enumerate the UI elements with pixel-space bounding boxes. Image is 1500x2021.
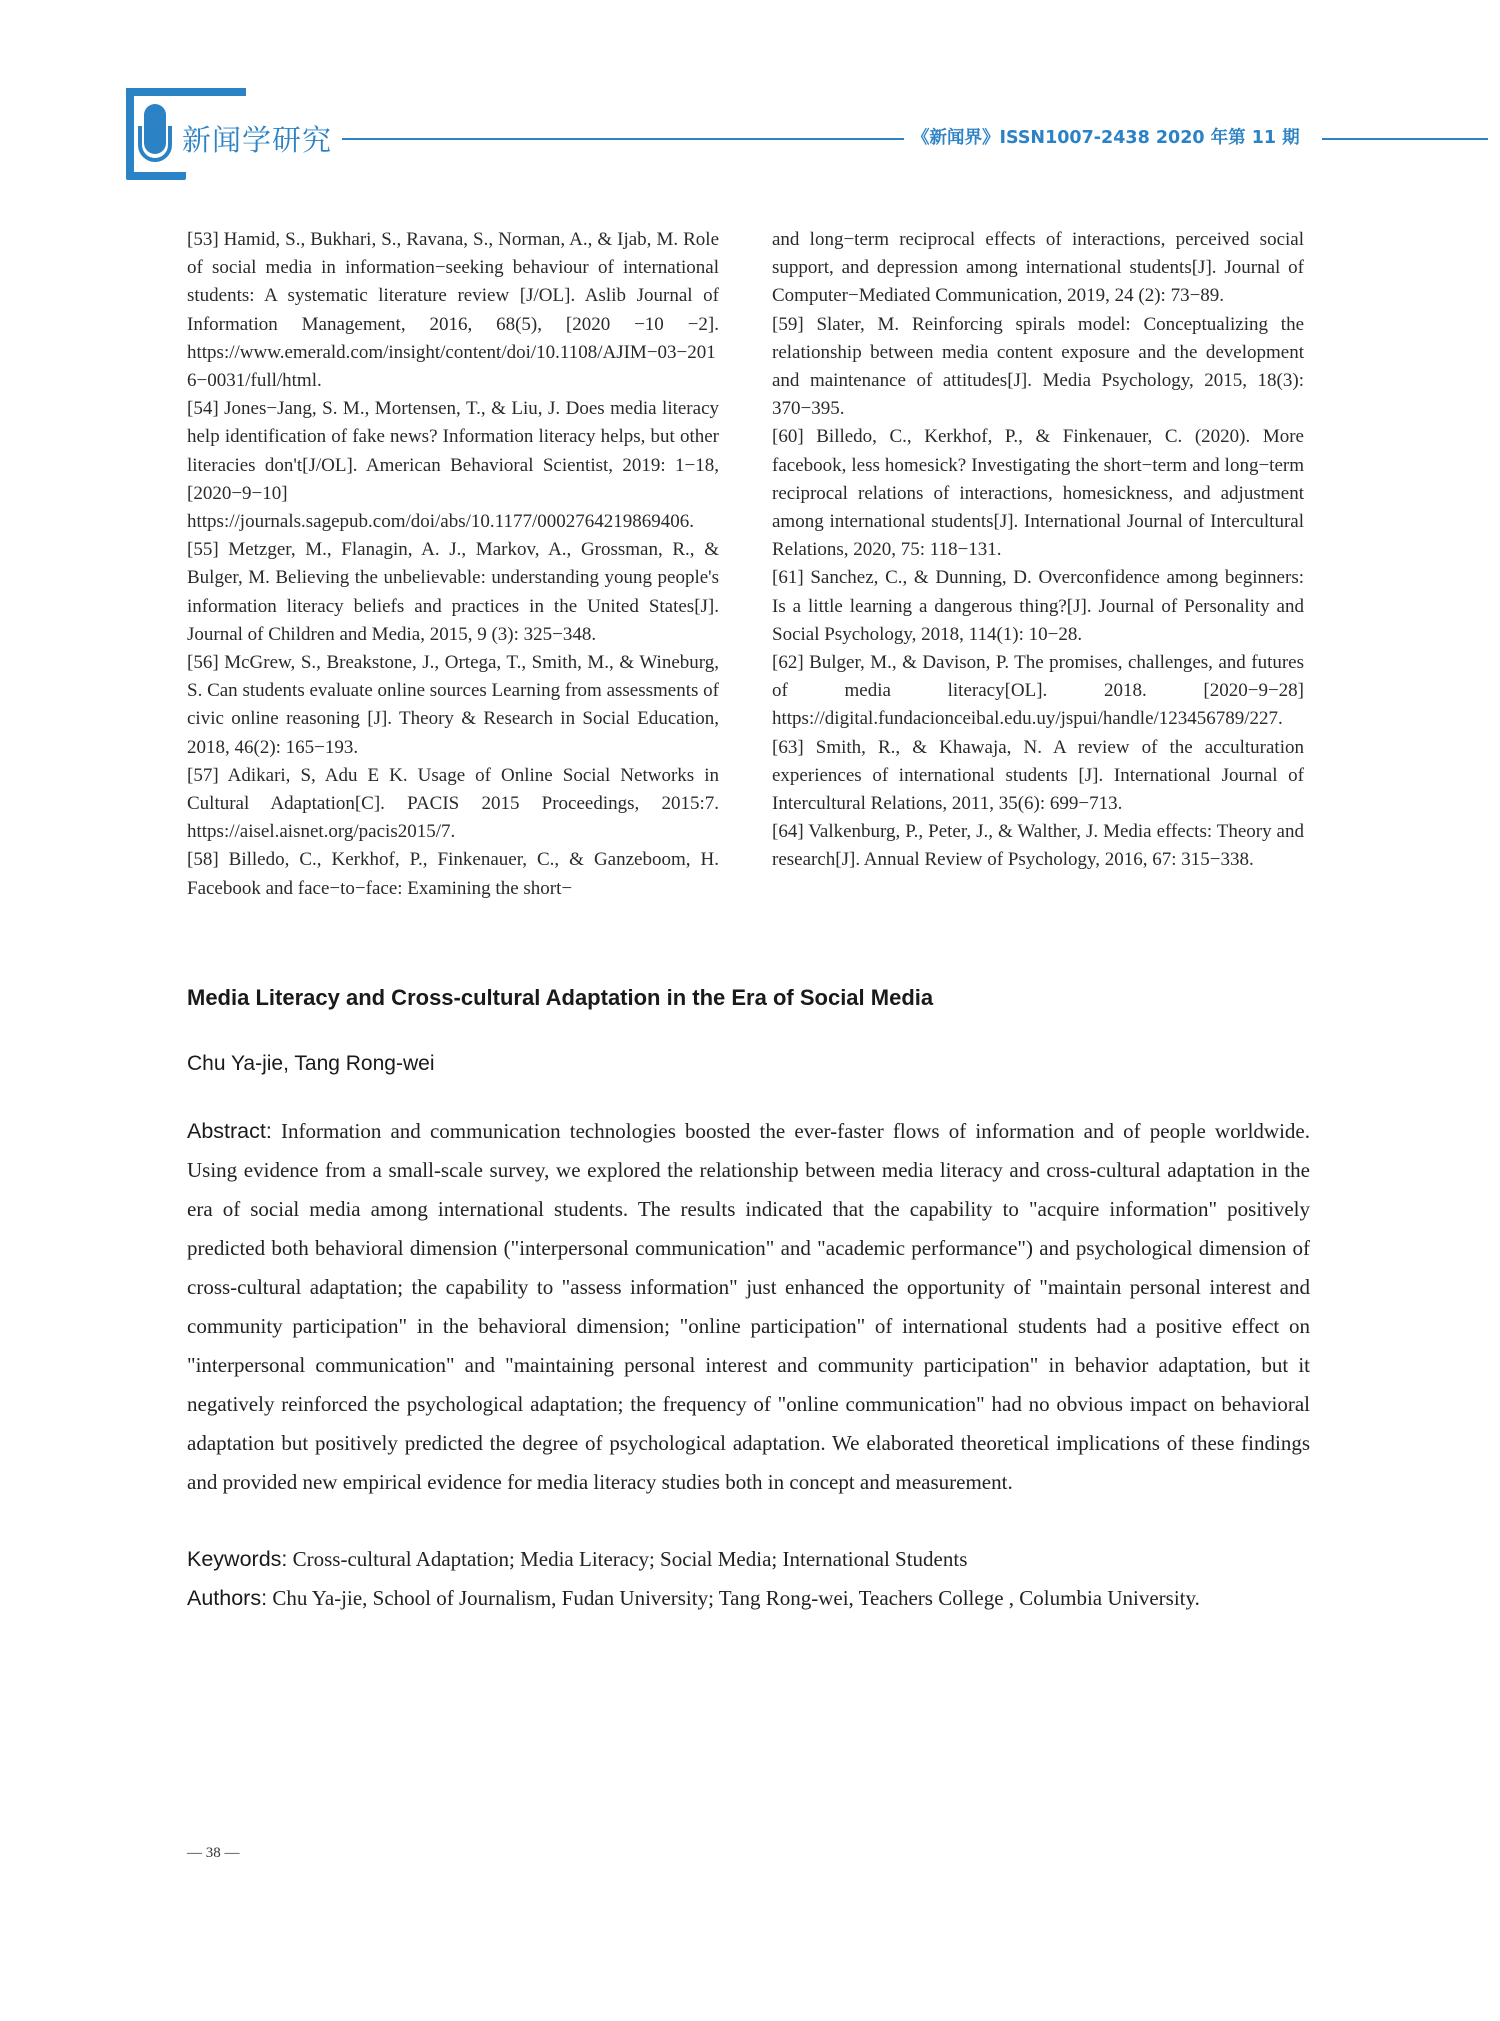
header-rule-left [342,138,904,140]
journal-info: 《新闻界》ISSN1007-2438 2020 年第 11 期 [912,128,1300,148]
reference-55: [55] Metzger, M., Flanagin, A. J., Markov, A., Grossman, R., & Bulger, M. Believing the unbelievable: understanding young people's information literacy beliefs and practices in the United States[J]. Journal of Children and Media, 2015, 9 (3): 325−348. [187,539,719,645]
page-header [0,0,1500,200]
keywords-line [187,1540,1310,1579]
microphone-stand-icon [138,126,172,162]
reference-54: [54] Jones−Jang, S. M., Mortensen, T., & Liu, J. Does media literacy help identification of fake news? Information literacy helps, but other literacies don't[J/OL]. American Behavioral Scientist, 2019: 1−18, [2020−9−10] https://journals.sagepub.com/doi/abs/10.1177/0002764219869406. [187,398,719,533]
abstract-paragraph [187,1112,1310,1502]
reference-60: [60] Billedo, C., Kerkhof, P., & Finkenauer, C. (2020). More facebook, less homesick? Investigating the short−term and long−term reciprocal relations of interactions, homesickness, and adjustment among international students[J]. International Journal of Intercultural Relations, 2020, 75: 118−131. [772,426,1304,561]
abstract-text: Information and communication technologies boosted the ever-faster flows of information and of people worldwide. Using evidence from a small-scale survey, we explored the relationship between media literacy and cross-cultural adaptation in the era of social media among international students. The results indicated that the capability to "acquire information" positively predicted both behavioral dimension ("interpersonal communication" and "academic performance") and psychological dimension of cross-cultural adaptation; the capability to "assess information" just enhanced the opportunity of "maintain personal interest and community participation" in the behavioral dimension; "online participation" of international students had a positive effect on "interpersonal communication" and "maintaining personal interest and community participation" in behavior adaptation, but it negatively reinforced the psychological adaptation; the frequency of "online communication" had no obvious impact on behavioral adaptation but positively predicted the degree of psychological adaptation. We elaborated theoretical implications of these findings and provided new empirical evidence for media literacy studies both in concept and measurement. [187,1119,1310,1494]
authors-label: Authors: [187,1586,268,1610]
reference-57: [57] Adikari, S, Adu E K. Usage of Online Social Networks in Cultural Adaptation[C]. PACIS 2015 Proceedings, 2015:7. https://aisel.aisnet.org/pacis2015/7. [187,764,719,843]
reference-58: [58] Billedo, C., Kerkhof, P., Finkenauer, C., & Ganzeboom, H. Facebook and face−to−face: Examining the short− [187,849,719,899]
keywords-text: Cross-cultural Adaptation; Media Literacy; Social Media; International Students [292,1547,968,1571]
reference-53: [53] Hamid, S., Bukhari, S., Ravana, S., Norman, A., & Ijab, M. Role of social media in information−seeking behaviour of international students: A systematic literature review [J/OL]. Aslib Journal of Information Management, 2016, 68(5), [2020 −10 −2]. https://www.emerald.com/insight/content/doi/10.1108/AJIM−03−2016−0031/full/html. [187,229,719,392]
english-title: Media Literacy and Cross-cultural Adaptation in the Era of Social Media [187,985,934,1010]
english-authors: Chu Ya-jie, Tang Rong-wei [187,1052,435,1075]
reference-59: [59] Slater, M. Reinforcing spirals model: Conceptualizing the relationship between media content exposure and the development and maintenance of attitudes[J]. Media Psychology, 2015, 18(3): 370−395. [772,313,1304,420]
references-right-column [772,226,1304,875]
abstract-label: Abstract: [187,1119,272,1143]
keywords-label: Keywords: [187,1547,288,1571]
reference-61: [61] Sanchez, C., & Dunning, D. Overconfidence among beginners: Is a little learning a dangerous thing?[J]. Journal of Personality and Social Psychology, 2018, 114(1): 10−28. [772,567,1304,645]
references-left-column [187,226,719,903]
reference-64: [64] Valkenburg, P., Peter, J., & Walther, J. Media effects: Theory and research[J]. Annual Review of Psychology, 2016, 67: 315−338. [772,821,1304,871]
reference-63: [63] Smith, R., & Khawaja, N. A review of the acculturation experiences of international students [J]. International Journal of Intercultural Relations, 2011, 35(6): 699−713. [772,736,1304,815]
authors-text: Chu Ya-jie, School of Journalism, Fudan University; Tang Rong-wei, Teachers College , Columbia University. [272,1586,1200,1610]
reference-62: [62] Bulger, M., & Davison, P. The promises, challenges, and futures of media literacy[OL]. 2018. [2020−9−28] https://digital.fundacionceibal.edu.uy/jspui/handle/123456789/227. [772,652,1304,730]
header-rule-right [1322,138,1488,140]
authors-affiliation-line [187,1579,1310,1618]
reference-58-continued: and long−term reciprocal effects of interactions, perceived social support, and depression among international students[J]. Journal of Computer−Mediated Communication, 2019, 24 (2): 73−89. [772,229,1304,307]
section-title: 新闻学研究 [182,123,333,157]
reference-56: [56] McGrew, S., Breakstone, J., Ortega, T., Smith, M., & Wineburg, S. Can students evaluate online sources Learning from assessments of civic online reasoning [J]. Theory & Research in Social Education, 2018, 46(2): 165−193. [187,652,719,758]
page-number: — 38 — [187,1845,240,1861]
